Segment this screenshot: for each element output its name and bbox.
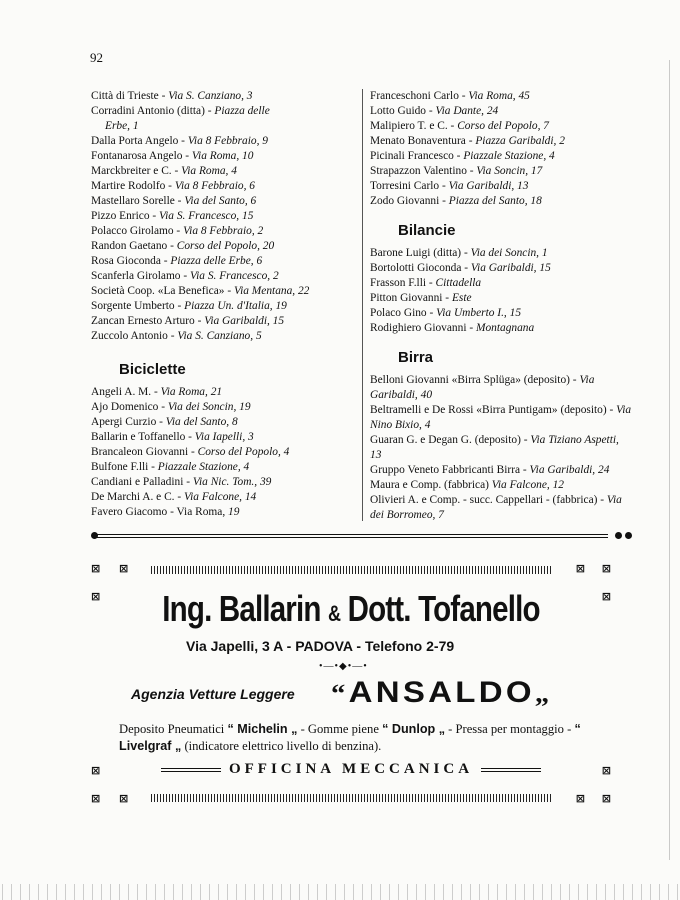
advert-title-right: Dott. Tofanello bbox=[347, 588, 540, 629]
left-column bbox=[91, 89, 356, 520]
list-item bbox=[370, 261, 632, 276]
entry-name: Mastellaro Sorelle - bbox=[91, 195, 185, 207]
entry-address: Piazza del Santo, 18 bbox=[448, 195, 542, 207]
entry-address: Piazza delle bbox=[214, 105, 270, 117]
entry-address: Via Garibaldi, 24 bbox=[529, 464, 610, 476]
list-item bbox=[91, 430, 356, 445]
entry-address: Via S. Canziano, 3 bbox=[168, 90, 253, 102]
list-item bbox=[91, 104, 356, 134]
entry-name: Beltramelli e De Rossi «Birra Puntigam» (deposito) - bbox=[370, 404, 617, 416]
corner-ornament-icon: ⊠ bbox=[601, 792, 611, 805]
entry-address: Via del Santo, 8 bbox=[165, 416, 238, 428]
entry-address: Via Nino Bixio, 4 bbox=[370, 404, 632, 431]
corner-ornament-icon: ⊠ bbox=[575, 562, 585, 575]
entry-address: Via Garibaldi, 13 bbox=[448, 180, 529, 192]
entry-name: Randon Gaetano - bbox=[91, 240, 177, 252]
corner-ornament-icon: ⊠ bbox=[601, 562, 611, 575]
list-item bbox=[91, 299, 356, 314]
list-item bbox=[370, 291, 632, 306]
entry-address: Via Umberto I., 15 bbox=[436, 307, 522, 319]
birra-entries bbox=[370, 373, 632, 523]
biciclette-entries bbox=[91, 385, 356, 520]
entry-name: Polaco Gino - bbox=[370, 307, 437, 319]
entry-address: Via Dante, 24 bbox=[435, 105, 499, 117]
list-item bbox=[91, 415, 356, 430]
dunlop-brand: “ Dunlop „ bbox=[382, 722, 446, 736]
section-title-biciclette: Biciclette bbox=[119, 361, 186, 378]
list-item bbox=[91, 179, 356, 194]
brand-name bbox=[331, 676, 552, 710]
entry-address: Via S. Canziano, 5 bbox=[177, 330, 262, 342]
entry-address: Este bbox=[451, 292, 472, 304]
entry-address: Via Roma, 45 bbox=[468, 90, 530, 102]
entry-address: Via 8 Febbraio, 6 bbox=[174, 180, 255, 192]
entry-name: Brancaleon Giovanni - bbox=[91, 446, 198, 458]
rule-right bbox=[481, 768, 541, 772]
entry-name: Guaran G. e Degan G. (deposito) - bbox=[370, 434, 531, 446]
entry-name: Sorgente Umberto - bbox=[91, 300, 185, 312]
bilancie-entries bbox=[370, 246, 632, 336]
entry-address: Via Soncin, 17 bbox=[476, 165, 543, 177]
list-item bbox=[91, 209, 356, 224]
corner-ornament-icon: ⊠ bbox=[119, 562, 129, 575]
list-item bbox=[370, 478, 632, 493]
list-item bbox=[91, 239, 356, 254]
entry-name: Polacco Girolamo - bbox=[91, 225, 184, 237]
list-item bbox=[370, 134, 632, 149]
corner-ornament-icon: ⊠ bbox=[601, 590, 611, 603]
entry-name: Ballarin e Toffanello - bbox=[91, 431, 195, 443]
entry-address-cont: Erbe, 1 bbox=[105, 120, 139, 132]
entry-name: Malipiero T. e C. - bbox=[370, 120, 458, 132]
entry-name: De Marchi A. e C. - bbox=[91, 491, 184, 503]
entry-name: Ajo Domenico - bbox=[91, 401, 168, 413]
list-item bbox=[370, 306, 632, 321]
list-item bbox=[370, 246, 632, 261]
list-item bbox=[91, 254, 356, 269]
list-item bbox=[91, 475, 356, 490]
entry-name: Olivieri A. e Comp. - succ. Cappellari - (fabbrica) - bbox=[370, 494, 607, 506]
entry-address: Via dei Borromeo, 7 bbox=[370, 494, 622, 521]
entry-address: Via Mentana, 22 bbox=[233, 285, 310, 297]
entry-address: Montagnana bbox=[475, 322, 535, 334]
brand-text: ANSALDO bbox=[348, 676, 535, 709]
entry-name: Zancan Ernesto Arturo - bbox=[91, 315, 205, 327]
list-item bbox=[91, 89, 356, 104]
entry-address: Via Falcone, 14 bbox=[184, 491, 257, 503]
entry-name: Zuccolo Antonio - bbox=[91, 330, 178, 342]
quote-close: „ bbox=[534, 679, 553, 708]
entry-address: Via Garibaldi, 40 bbox=[370, 374, 595, 401]
entry-name: Barone Luigi (ditta) - bbox=[370, 247, 471, 259]
list-item bbox=[91, 505, 356, 520]
list-item bbox=[370, 276, 632, 291]
entry-address: Corso del Popolo, 7 bbox=[457, 120, 549, 132]
entry-name: Martire Rodolfo - bbox=[91, 180, 175, 192]
advert-title bbox=[138, 588, 564, 630]
list-item bbox=[91, 284, 356, 299]
livelgraf-brand: “ Livelgraf „ bbox=[119, 722, 581, 753]
entry-name: Corradini Antonio (ditta) - bbox=[91, 105, 215, 117]
hatched-border bbox=[151, 794, 551, 802]
entry-name: Bortolotti Gioconda - bbox=[370, 262, 471, 274]
entry-name: Scanferla Girolamo - bbox=[91, 270, 190, 282]
deposit-part: - Gomme piene bbox=[297, 722, 383, 736]
list-item bbox=[91, 164, 356, 179]
corner-ornament-icon: ⊠ bbox=[91, 764, 101, 777]
entry-address: Corso del Popolo, 20 bbox=[176, 240, 275, 252]
list-item bbox=[91, 269, 356, 284]
deposit-part: (indicatore elettrico livello di benzina). bbox=[181, 739, 382, 753]
separator-line bbox=[97, 537, 608, 538]
entry-address: Piazzale Stazione, 4 bbox=[157, 461, 250, 473]
corner-ornament-icon: ⊠ bbox=[575, 792, 585, 805]
entry-address: Via S. Francesco, 2 bbox=[190, 270, 279, 282]
entry-name: Favero Giacomo - Via Roma, bbox=[91, 506, 229, 518]
entry-address: Via del Santo, 6 bbox=[184, 195, 257, 207]
deposit-part: - Pressa per montaggio - bbox=[445, 722, 575, 736]
entry-address: Via Roma, 10 bbox=[191, 150, 254, 162]
entry-name: Maura e Comp. (fabbrica) bbox=[370, 479, 492, 491]
right-entries bbox=[370, 89, 632, 209]
entry-address: Piazzale Stazione, 4 bbox=[463, 150, 555, 162]
page-edge bbox=[669, 60, 670, 860]
entry-name: Belloni Giovanni «Birra Splüga» (deposito) - bbox=[370, 374, 580, 386]
entry-address: Via 8 Febbraio, 9 bbox=[187, 135, 268, 147]
list-item bbox=[91, 134, 356, 149]
entry-name: Rosa Gioconda - bbox=[91, 255, 171, 267]
corner-ornament-icon: ⊠ bbox=[601, 764, 611, 777]
list-item bbox=[370, 104, 632, 119]
entry-name: Rodighiero Giovanni - bbox=[370, 322, 476, 334]
entry-name: Frasson F.lli - bbox=[370, 277, 436, 289]
entry-name: Marckbreiter e C. - bbox=[91, 165, 182, 177]
entry-name: Candiani e Palladini - bbox=[91, 476, 193, 488]
list-item bbox=[370, 164, 632, 179]
entry-address: Via 8 Febbraio, 2 bbox=[183, 225, 264, 237]
entry-address: Piazza delle Erbe, 6 bbox=[170, 255, 263, 267]
entry-name: Angeli A. M. - bbox=[91, 386, 161, 398]
column-divider bbox=[362, 89, 363, 521]
entry-name: Picinali Francesco - bbox=[370, 150, 464, 162]
list-item bbox=[370, 179, 632, 194]
list-item bbox=[370, 493, 632, 523]
list-item bbox=[370, 433, 632, 463]
list-item bbox=[91, 490, 356, 505]
list-item bbox=[91, 400, 356, 415]
advert-title-amp: & bbox=[327, 601, 341, 626]
separator-dot bbox=[615, 532, 622, 539]
entry-address: Via Falcone, 12 bbox=[491, 479, 564, 491]
entry-address: Piazza Garibaldi, 2 bbox=[475, 135, 565, 147]
ornament-divider: •—•◆•—• bbox=[319, 661, 368, 672]
quote-open: “ bbox=[331, 679, 349, 708]
entry-address: Via Nic. Tom., 39 bbox=[192, 476, 272, 488]
entry-name: Torresini Carlo - bbox=[370, 180, 449, 192]
agency-label: Agenzia Vetture Leggere bbox=[131, 686, 295, 702]
separator-dot bbox=[625, 532, 632, 539]
list-item bbox=[370, 373, 632, 403]
rule-left bbox=[161, 768, 221, 772]
advert-address: Via Japelli, 3 A - PADOVA - Telefono 2-79 bbox=[186, 638, 455, 654]
entry-name: Società Coop. «La Benefica» - bbox=[91, 285, 234, 297]
list-item bbox=[91, 385, 356, 400]
entry-address: Via Garibaldi, 15 bbox=[470, 262, 551, 274]
entry-name: Strapazzon Valentino - bbox=[370, 165, 477, 177]
corner-ornament-icon: ⊠ bbox=[91, 792, 101, 805]
list-item bbox=[91, 445, 356, 460]
section-title-bilancie: Bilancie bbox=[398, 222, 456, 239]
entry-address: Via Garibaldi, 15 bbox=[204, 315, 285, 327]
advertisement bbox=[91, 558, 611, 826]
entry-address: Cittadella bbox=[435, 277, 482, 289]
corner-ornament-icon: ⊠ bbox=[91, 590, 101, 603]
entry-address: Via dei Soncin, 19 bbox=[167, 401, 251, 413]
hatched-border bbox=[151, 566, 551, 574]
entry-name: Menato Bonaventura - bbox=[370, 135, 476, 147]
entry-address: Via dei Soncin, 1 bbox=[470, 247, 548, 259]
entry-address: Via Roma, 21 bbox=[160, 386, 223, 398]
officina-text: OFFICINA MECCANICA bbox=[228, 761, 474, 777]
entry-name: Franceschoni Carlo - bbox=[370, 90, 469, 102]
entry-name: Dalla Porta Angelo - bbox=[91, 135, 188, 147]
deposit-text bbox=[119, 721, 609, 755]
list-item bbox=[370, 463, 632, 478]
entry-address: Corso del Popolo, 4 bbox=[197, 446, 290, 458]
deposit-part: Deposito Pneumatici bbox=[119, 722, 228, 736]
list-item bbox=[91, 149, 356, 164]
corner-ornament-icon: ⊠ bbox=[119, 792, 129, 805]
separator-line bbox=[97, 534, 608, 535]
entry-address: Via Roma, 4 bbox=[181, 165, 237, 177]
entry-address: Via Iapelli, 3 bbox=[194, 431, 254, 443]
entry-name: Apergi Curzio - bbox=[91, 416, 166, 428]
page-number: 92 bbox=[90, 50, 103, 65]
entry-name: Città di Trieste - bbox=[91, 90, 169, 102]
left-entries bbox=[91, 89, 356, 344]
entry-address: Via S. Francesco, 15 bbox=[159, 210, 254, 222]
entry-name: Bulfone F.lli - bbox=[91, 461, 158, 473]
entry-address: Piazza Un. d'Italia, 19 bbox=[184, 300, 287, 312]
list-item bbox=[370, 403, 632, 433]
right-column bbox=[370, 89, 632, 523]
list-item bbox=[91, 314, 356, 329]
list-item bbox=[91, 194, 356, 209]
separator-rule bbox=[91, 532, 634, 542]
section-title-birra: Birra bbox=[398, 349, 434, 366]
entry-name: Fontanarosa Angelo - bbox=[91, 150, 192, 162]
list-item bbox=[91, 460, 356, 475]
list-item bbox=[370, 149, 632, 164]
officina-heading bbox=[91, 761, 611, 778]
entry-name: Lotto Guido - bbox=[370, 105, 436, 117]
entry-address: Via Tiziano Aspetti, 13 bbox=[370, 434, 619, 461]
list-item bbox=[91, 224, 356, 239]
list-item bbox=[370, 194, 632, 209]
list-item bbox=[370, 89, 632, 104]
corner-ornament-icon: ⊠ bbox=[91, 562, 101, 575]
advert-title-left: Ing. Ballarin bbox=[162, 588, 321, 629]
entry-name: Gruppo Veneto Fabbricanti Birra - bbox=[370, 464, 530, 476]
list-item bbox=[91, 329, 356, 344]
michelin-brand: “ Michelin „ bbox=[227, 722, 298, 736]
entry-name: Pitton Giovanni - bbox=[370, 292, 452, 304]
entry-address: 19 bbox=[228, 506, 240, 518]
next-page-fragment bbox=[0, 884, 680, 900]
entry-name: Zodo Giovanni - bbox=[370, 195, 449, 207]
list-item bbox=[370, 321, 632, 336]
entry-name: Pizzo Enrico - bbox=[91, 210, 160, 222]
list-item bbox=[370, 119, 632, 134]
